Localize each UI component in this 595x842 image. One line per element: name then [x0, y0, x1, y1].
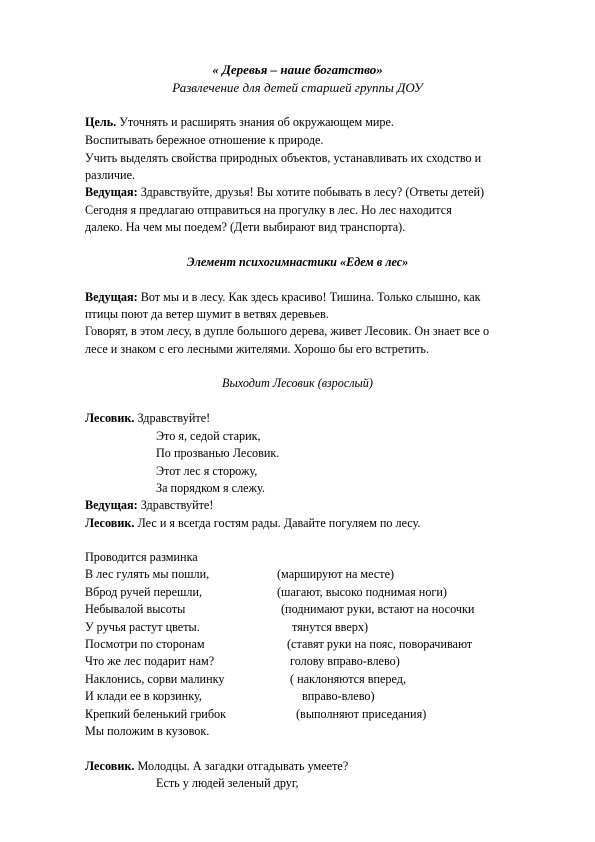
poem-line: По прозванью Лесовик. [156, 446, 280, 460]
warmup-intro: Проводится разминка [85, 550, 198, 564]
goal-label: Цель. [85, 115, 117, 129]
warmup-action: (поднимают руки, встают на носочки [281, 602, 475, 616]
warmup-action: голову вправо-влево) [290, 654, 400, 668]
poem-line: Этот лес я сторожу, [156, 464, 258, 478]
warmup-verse: Посмотри по сторонам [85, 637, 205, 651]
warmup-action: (ставят руки на пояс, поворачивают [287, 637, 473, 651]
warmup-verse: Наклонись, сорви малинку [85, 672, 225, 686]
paragraph-line: Говорят, в этом лесу, в дупле большого дерева, живет Лесовик. Он знает все о [85, 324, 490, 338]
warmup-verse: Мы положим в кузовок. [85, 724, 210, 738]
host-text: Здравствуйте, друзья! Вы хотите побывать в лесу? (Ответы детей) [137, 185, 485, 199]
warmup-action: ( наклоняются вперед, [290, 672, 407, 686]
warmup-action: (маршируют на месте) [277, 567, 395, 581]
host-line [85, 498, 213, 513]
section-heading: Выходит Лесовик (взрослый) [222, 376, 373, 390]
host-label: Ведущая: [85, 185, 138, 199]
lesovik-label: Лесовик. [85, 759, 135, 773]
paragraph-line: птицы поют да ветер шумит в ветвях деревьев. [85, 307, 329, 321]
host-text: Вот мы и в лесу. Как здесь красиво! Тишина. Только слышно, как [137, 290, 481, 304]
poem-line: За порядком я слежу. [156, 481, 265, 495]
warmup-verse: Что же лес подарит нам? [85, 654, 215, 668]
paragraph-line: Сегодня я предлагаю отправиться на прогулку в лес. Но лес находится [85, 203, 452, 217]
warmup-verse: Крепкий беленький грибок [85, 707, 227, 721]
goal-text: Уточнять и расширять знания об окружающем мире. [116, 115, 394, 129]
paragraph-line: различие. [85, 168, 136, 182]
lesovik-line [85, 411, 210, 426]
warmup-action: (шагают, высоко поднимая ноги) [277, 585, 447, 599]
document-title: « Деревья – наше богатство» [212, 62, 383, 77]
lesovik-text: Молодцы. А загадки отгадывать умеете? [134, 759, 349, 773]
warmup-verse: Небывалой высоты [85, 602, 186, 616]
host-line [85, 290, 481, 305]
warmup-verse: Вброд ручей перешли, [85, 585, 203, 599]
lesovik-text: Здравствуйте! [134, 411, 211, 425]
section-heading: Элемент психогимнастики «Едем в лес» [186, 255, 409, 269]
document-subtitle: Развлечение для детей старшей группы ДОУ [172, 80, 423, 95]
host-label: Ведущая: [85, 498, 138, 512]
lesovik-label: Лесовик. [85, 516, 135, 530]
warmup-action: (выполняют приседания) [296, 707, 427, 721]
lesovik-line [85, 759, 348, 774]
lesovik-label: Лесовик. [85, 411, 135, 425]
paragraph-line: лесе и знаком с его лесными жителями. Хорошо бы его встретить. [85, 342, 430, 356]
goal-paragraph [85, 115, 394, 130]
riddle-line: Есть у людей зеленый друг, [156, 776, 299, 790]
warmup-verse: В лес гулять мы пошли, [85, 567, 210, 581]
paragraph-line: далеко. На чем мы поедем? (Дети выбирают вид транспорта). [85, 220, 406, 234]
host-line [85, 185, 484, 200]
paragraph-line: Воспитывать бережное отношение к природе. [85, 133, 324, 147]
poem-line: Это я, седой старик, [156, 429, 261, 443]
warmup-verse: И клади ее в корзинку, [85, 689, 202, 703]
host-label: Ведущая: [85, 290, 138, 304]
paragraph-line: Учить выделять свойства природных объектов, устанавливать их сходство и [85, 151, 482, 165]
warmup-verse: У ручья растут цветы. [85, 620, 200, 634]
host-text: Здравствуйте! [137, 498, 214, 512]
warmup-action: вправо-влево) [302, 689, 375, 703]
lesovik-text: Лес и я всегда гостям рады. Давайте погуляем по лесу. [134, 516, 421, 530]
lesovik-line [85, 516, 420, 531]
warmup-action: тянутся вверх) [292, 620, 369, 634]
